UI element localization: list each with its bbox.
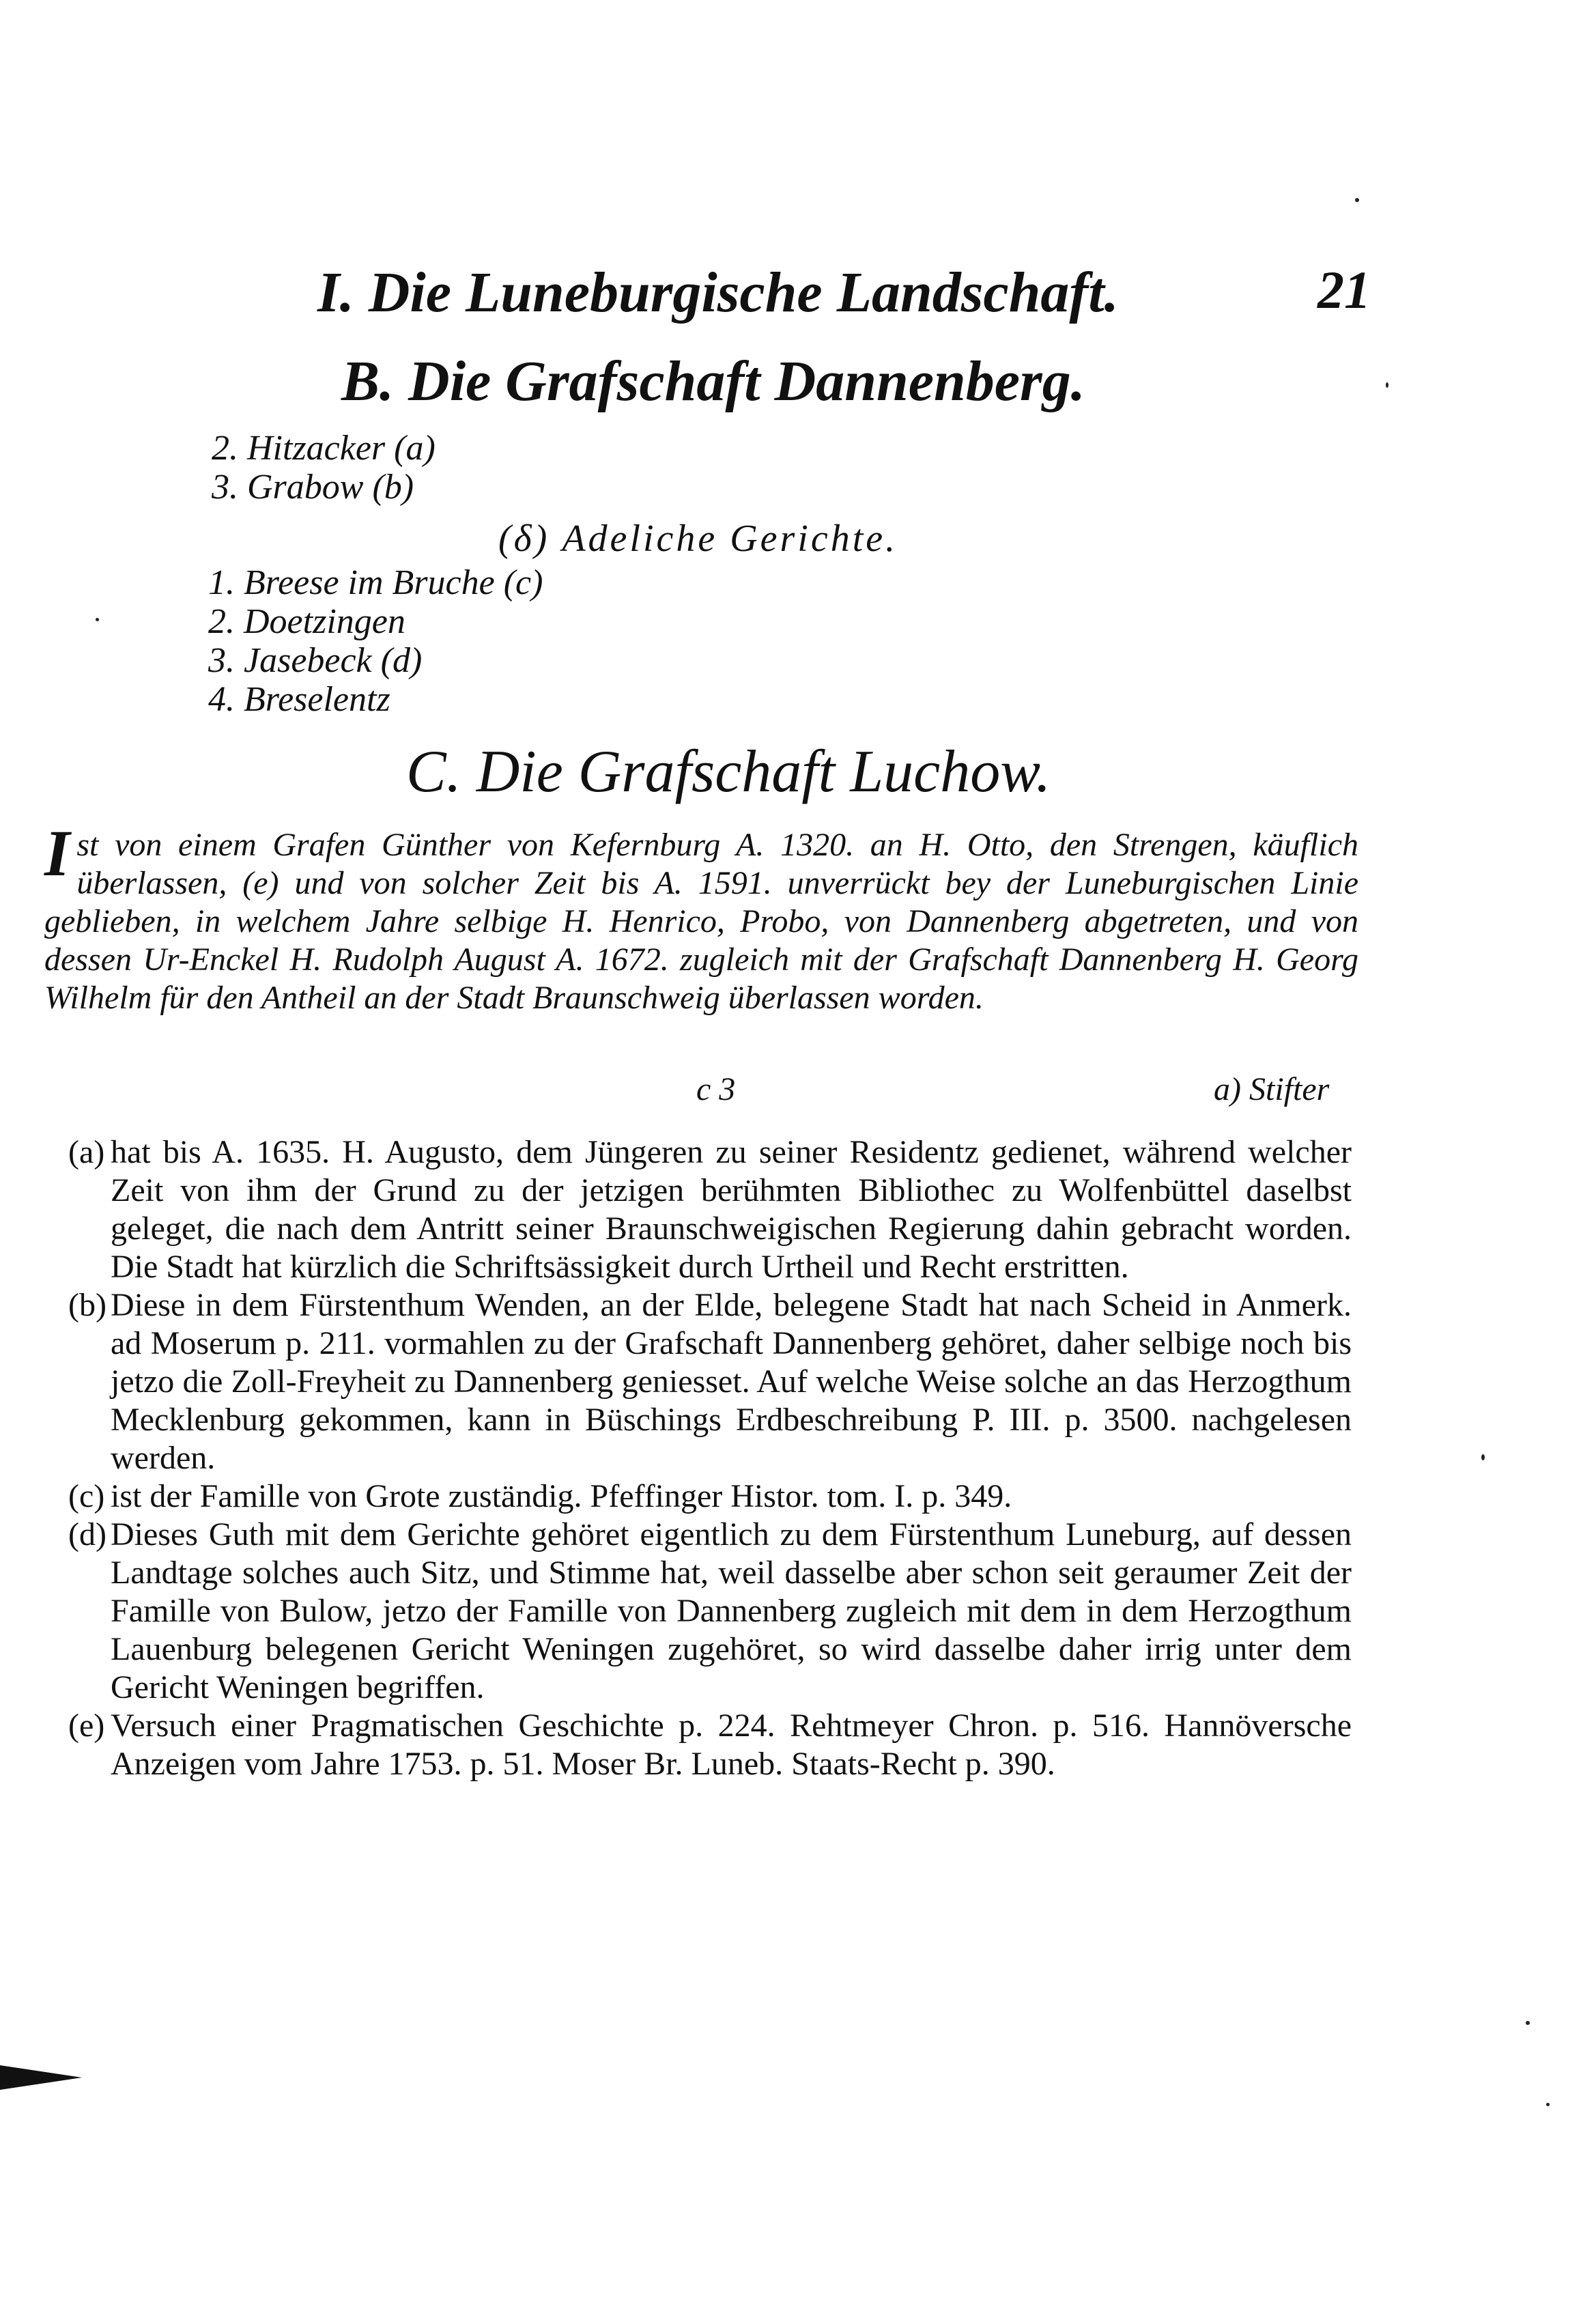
section-c-heading: C. Die Grafschaft Luchow. bbox=[406, 739, 1051, 805]
list-item: 1. Breese im Bruche (c) bbox=[208, 563, 543, 602]
scan-speck bbox=[1481, 1454, 1485, 1460]
list-item: 4. Breselentz bbox=[208, 680, 390, 719]
footnote-e bbox=[68, 1707, 1352, 1783]
running-header-title: I. Die Luneburgische Landschaft. bbox=[317, 261, 1119, 324]
footnote-text: ist der Famille von Grote zuständig. Pfeffinger Histor. tom. I. p. 349. bbox=[111, 1478, 1012, 1514]
footnote-b bbox=[68, 1286, 1352, 1477]
footnote-text: hat bis A. 1635. H. Augusto, dem Jüngeren zu seiner Residentz gedienet, während welcher Zeit von ihm der Grund zu der jetzigen berühmten Bibliothec zu Wolfenbüttel daselbst geleget, die nach dem Antritt seiner Braunschweigischen Regierung dahin gebracht worden. Die Stadt hat kürzlich die Schriftsässigkeit durch Urtheil und Recht erstritten. bbox=[111, 1134, 1352, 1285]
footnote-text: Diese in dem Fürstenthum Wenden, an der Elde, belegene Stadt hat nach Scheid in Anmerk. ad Moserum p. 211. vormahlen zu der Grafschaft Dannenberg gehöret, daher selbige noch bis jetzo die Zoll-Freyheit zu Dannenberg geniesset. Auf welche Weise solche an das Herzogthum Mecklenburg gekommen, kann in Büschings Erdbeschreibung P. III. p. 3500. nachgelesen werden. bbox=[111, 1287, 1352, 1476]
list-item: 3. Jasebeck (d) bbox=[208, 641, 423, 680]
footnote-d bbox=[68, 1516, 1352, 1707]
section-b-heading: B. Die Grafschaft Dannenberg. bbox=[341, 350, 1085, 413]
footnote-label: (a) bbox=[68, 1134, 105, 1170]
scan-speck bbox=[1546, 2103, 1550, 2106]
scan-speck bbox=[1526, 2021, 1530, 2025]
catchword: a) Stifter bbox=[1214, 1071, 1330, 1107]
list-item: 2. Doetzingen bbox=[208, 602, 405, 641]
scan-speck bbox=[96, 618, 99, 621]
page-number: 21 bbox=[1317, 260, 1371, 320]
list-item: 3. Grabow (b) bbox=[212, 468, 414, 507]
footnote-label: (b) bbox=[68, 1287, 106, 1323]
signature-mark: c 3 bbox=[696, 1071, 736, 1107]
places-list-b bbox=[208, 563, 543, 719]
paragraph-text: st von einem Grafen Günther von Kefernburg A. 1320. an H. Otto, den Strengen, käuflich überlassen, (e) und von solcher Zeit bis A. 1591. unverrückt bey der Luneburgischen Linie geblieben, in welchem Jahre selbige H. Henrico, Probo, von Dannenberg abgetreten, und von dessen Ur-Enckel H. Rudolph August A. 1672. zugleich mit der Grafschaft Dannenberg H. Georg Wilhelm für den Antheil an der Stadt Braunschweig überlassen worden. bbox=[44, 827, 1358, 1016]
subheading-adeliche-gerichte: (δ) Adeliche Gerichte. bbox=[498, 518, 898, 560]
binding-edge-mark bbox=[0, 2065, 82, 2090]
footnote-label: (e) bbox=[68, 1707, 105, 1744]
footnote-text: Dieses Guth mit dem Gerichte gehöret eigentlich zu dem Fürstenthum Luneburg, auf dessen Landtage solches auch Sitz, und Stimme hat, weil dasselbe aber schon seit geraumer Zeit der Famille von Bulow, jetzo der Famille von Dannenberg zugleich mit dem in dem Herzogthum Lauenburg belegenen Gericht Weningen zugehöret, so wird dasselbe daher irrig unter dem Gericht Weningen begriffen. bbox=[111, 1516, 1352, 1705]
footnote-label: (d) bbox=[68, 1516, 106, 1553]
places-list-a bbox=[212, 429, 436, 507]
footnotes bbox=[68, 1133, 1352, 1783]
list-item: 2. Hitzacker (a) bbox=[212, 429, 436, 468]
scan-speck bbox=[1355, 198, 1359, 202]
footnote-label: (c) bbox=[68, 1478, 105, 1514]
section-c-paragraph bbox=[44, 817, 1358, 1017]
footnote-a bbox=[68, 1133, 1352, 1286]
scan-speck bbox=[1386, 382, 1388, 388]
drop-cap: I bbox=[44, 817, 70, 890]
footnote-text: Versuch einer Pragmatischen Geschichte p. 224. Rehtmeyer Chron. p. 516. Hannöversche Anzeigen vom Jahre 1753. p. 51. Moser Br. Luneb. Staats-Recht p. 390. bbox=[111, 1707, 1352, 1782]
footnote-c bbox=[68, 1477, 1352, 1516]
